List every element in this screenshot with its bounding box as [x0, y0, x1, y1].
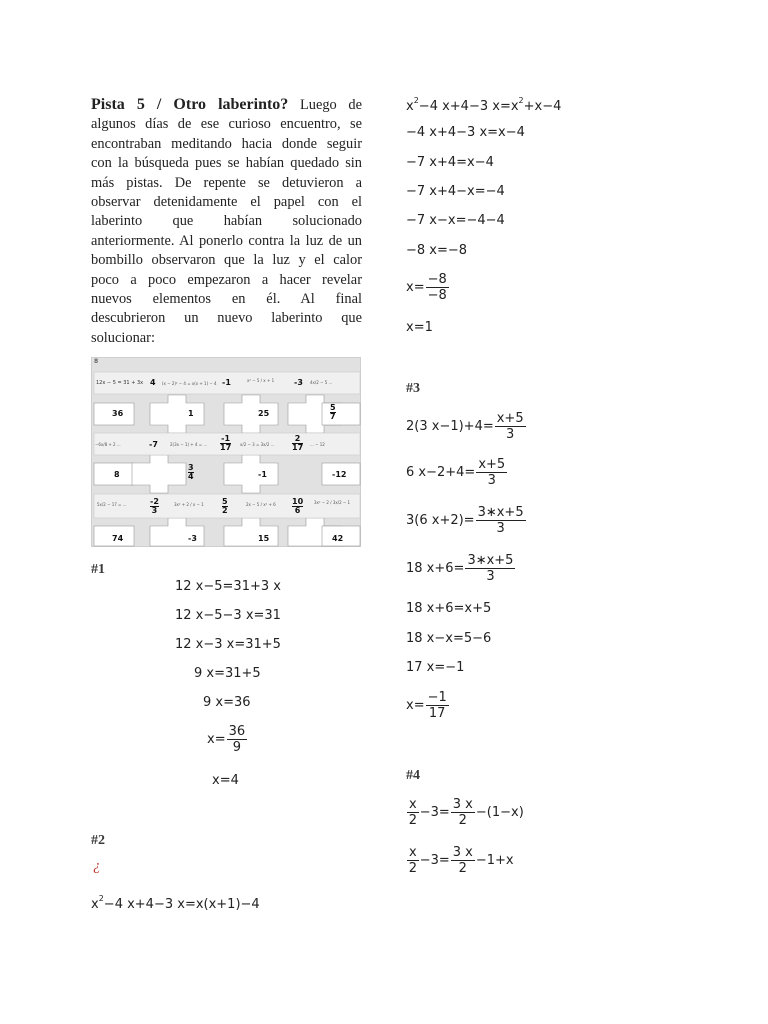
equation-line: −7 x+4−x=−4	[406, 184, 505, 199]
intro-line: encontraban meditando hacia donde seguir	[91, 135, 362, 152]
maze-equation: (x − 2)² − 4 = x(x + 1) − 4	[162, 381, 217, 386]
maze-value: 42	[332, 534, 344, 543]
section-heading-2: #2	[91, 833, 105, 848]
equation-line: 18 x−x=5−6	[406, 631, 492, 646]
maze-value: -3	[294, 378, 303, 387]
maze-fraction: 5 2	[222, 497, 228, 515]
equation-fraction-line: 2(3 x−1)+4= $\frac{x+5}{3}$	[406, 411, 524, 442]
maze-value: 15	[258, 534, 270, 543]
equation-line: 9 x=31+5	[194, 666, 261, 681]
intro-line: más pistas. De repente se detuvieron a	[91, 174, 362, 191]
maze-equation: ... − 12	[310, 442, 325, 447]
equation-fraction-line: 3(6 x+2)= $\frac{3∗x+5}{3}$	[406, 505, 524, 536]
section-heading-3: #3	[406, 381, 420, 396]
section-heading-4: #4	[406, 768, 420, 783]
maze-equation: 5x/2 − 17 = ...	[97, 502, 127, 507]
intro-line: descubrieron un nuevo laberinto que	[91, 310, 362, 327]
red-glyph: ¿	[93, 858, 101, 874]
maze-value: -1	[258, 470, 267, 479]
maze-value: 8	[114, 470, 120, 479]
maze-value: 1	[188, 409, 194, 418]
maze-fraction: -2 3	[150, 497, 159, 515]
maze-value: -3	[188, 534, 197, 543]
intro-line: solucionar:	[91, 329, 155, 346]
maze-corner-label: 8	[94, 358, 99, 365]
intro-line: con la búsqueda pues se habían quedado sin	[91, 155, 362, 172]
maze-value: -7	[149, 440, 158, 449]
equation-fraction-line: x= $\frac{-1}{17}$	[406, 690, 447, 721]
maze-equation: 2(3x − 1) + 4 = ...	[170, 442, 208, 447]
maze-fraction: -1 17	[220, 434, 232, 452]
equation-fraction-line: $\frac{x}{2}$ −3= $\frac{3 x}{2}$ −(1−x)	[408, 797, 524, 828]
section-heading-1: #1	[91, 562, 105, 577]
equation-line: $x^2-4$ x+4−3 x=x(x+1)−4	[91, 894, 260, 912]
equation-fraction-line: x= $\frac{36}{9}$	[207, 724, 246, 755]
intro-line: anteriormente. Al ponerlo contra la luz de un	[91, 232, 362, 249]
intro-line: bombillo observaron que la luz y el calor	[91, 252, 362, 269]
equation-line: 12 x−3 x=31+5	[175, 637, 281, 652]
intro-line: observar detenidamente el papel con el	[91, 194, 362, 211]
maze-fraction: 2 17	[292, 434, 304, 452]
equation-fraction-line: $\frac{x}{2}$ −3= $\frac{3 x}{2}$ −1+x	[408, 845, 514, 876]
equation-fraction-line: x= $\frac{-8}{-8}$	[406, 272, 447, 303]
equation-line: 17 x=−1	[406, 660, 465, 675]
equation-line: 18 x+6=x+5	[406, 601, 492, 616]
maze-fraction: 10 6	[292, 497, 304, 515]
intro-title: Pista 5 / Otro laberinto?	[91, 96, 289, 113]
maze-equation: 3x² + 2 / x − 1	[174, 502, 204, 507]
equation-line: x=4	[212, 773, 239, 788]
intro-line: laberinto que habían solucionado	[91, 213, 362, 230]
maze-image	[91, 357, 361, 547]
maze-value: 4	[150, 378, 156, 387]
maze-equation: 12x − 5 = 31 + 3x	[96, 380, 144, 386]
maze-value: 25	[258, 409, 270, 418]
intro-paragraph	[91, 95, 362, 348]
intro-line: algunos días de ese curioso encuentro, se	[91, 116, 362, 133]
maze-equation: 4x/2 − 5 ...	[310, 380, 333, 385]
maze-value: 36	[112, 409, 124, 418]
intro-line: poco a poco empezaron a hacer revelar	[91, 271, 362, 288]
equation-line: 9 x=36	[203, 695, 251, 710]
equation-line: 12 x−5−3 x=31	[175, 608, 281, 623]
maze-value: -1	[222, 378, 231, 387]
equation-line: −4 x+4−3 x=x−4	[406, 125, 525, 140]
maze-value: 74	[112, 534, 124, 543]
intro-line: Luego de	[288, 97, 362, 113]
maze-equation: −6x/8 + 2 ...	[95, 442, 121, 447]
equation-line: 12 x−5=31+3 x	[175, 579, 281, 594]
equation-line: −8 x=−8	[406, 243, 468, 258]
maze-equation: x² − 5 / x + 1	[247, 378, 275, 383]
equation-fraction-line: 6 x−2+4= $\frac{x+5}{3}$	[406, 457, 506, 488]
equation-line: −7 x+4=x−4	[406, 155, 494, 170]
maze-fraction: 3 4	[188, 463, 194, 481]
equation-fraction-line: 18 x+6= $\frac{3∗x+5}{3}$	[406, 553, 514, 584]
maze-equation: 2x − 5 / x² + 6	[246, 502, 276, 507]
maze-equation: 3x² − 2 / 3x/2 − 1	[314, 500, 351, 505]
maze-equation: x/2 − 3 = 3x/2 ...	[240, 442, 275, 447]
equation-line: $x^2-4$ x+4−3 $x=x^2+x-4$	[406, 96, 562, 114]
intro-line: nuevos elementos en él. Al final	[91, 291, 362, 308]
equation-line: −7 x−x=−4−4	[406, 213, 505, 228]
maze-fraction: 5 7	[330, 403, 336, 421]
equation-line: x=1	[406, 320, 433, 335]
maze-value: -12	[332, 470, 347, 479]
